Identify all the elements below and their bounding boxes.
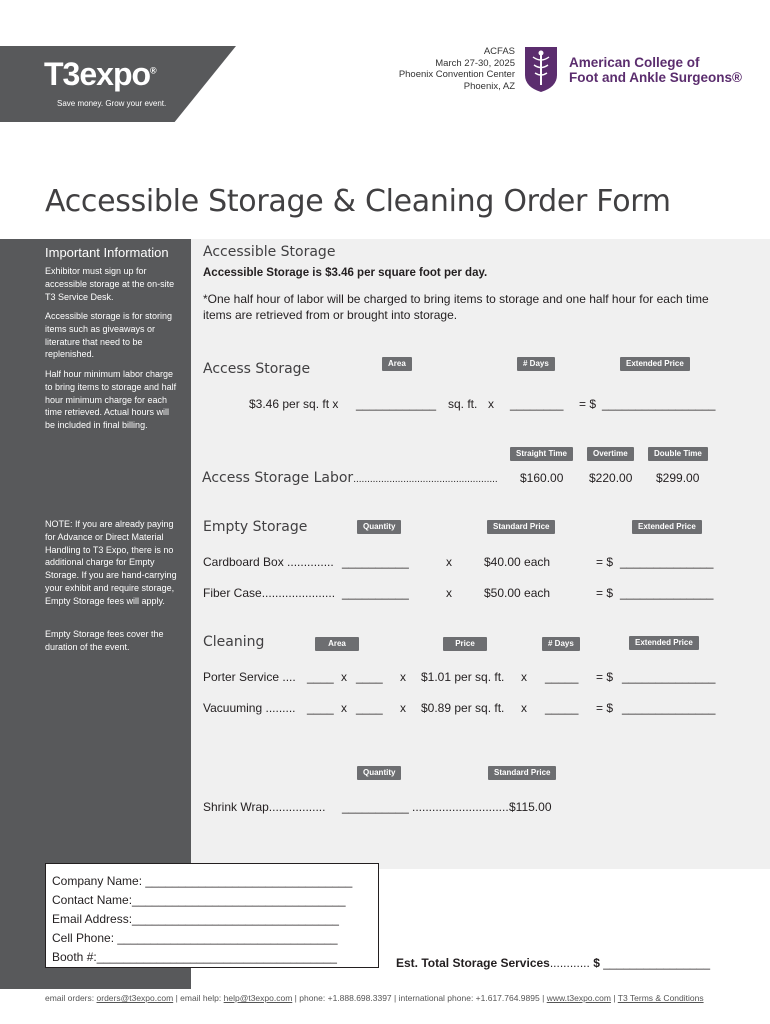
- section-heading-access-storage: Access Storage: [203, 361, 311, 377]
- separator: |: [175, 993, 178, 1003]
- column-header: Double Time: [648, 447, 708, 461]
- column-header: Quantity: [357, 766, 401, 780]
- currency-sign: $: [593, 956, 600, 970]
- column-header: # Days: [517, 357, 555, 371]
- sidebar-paragraph: Half hour minimum labor charge to bring items to storage and half hour minimum charge for each time retrieved. Actual hours will be included in final billing.: [45, 369, 177, 431]
- width-input[interactable]: ____: [356, 670, 383, 684]
- sidebar-note: Empty Storage fees cover the duration of the event.: [45, 629, 164, 652]
- event-line: March 27-30, 2025: [435, 57, 515, 69]
- days-input[interactable]: ________: [510, 397, 564, 411]
- booth-field[interactable]: Booth #:____________________________________: [52, 950, 337, 964]
- leader-dots: .............................: [412, 800, 509, 814]
- event-line: Phoenix, AZ: [463, 80, 515, 92]
- sidebar-paragraph: Accessible storage is for storing items such as giveaways or literature that need to be replenished.: [45, 311, 173, 360]
- equals-sign: = $: [596, 555, 614, 569]
- days-input[interactable]: _____: [545, 670, 579, 684]
- acfas-name-line: American College of: [569, 55, 700, 70]
- orders-email-link[interactable]: orders@t3expo.com: [96, 993, 174, 1003]
- t3expo-logo[interactable]: T3expo®: [44, 56, 156, 92]
- area-input[interactable]: ____________: [356, 397, 437, 411]
- separator: |: [542, 993, 545, 1003]
- times-sign: x: [400, 701, 406, 715]
- labor-label: Access Storage Labor: [202, 470, 354, 486]
- extended-price-input[interactable]: ______________: [620, 555, 714, 569]
- extended-price-input[interactable]: ______________: [620, 586, 714, 600]
- sidebar-paragraph: Exhibitor must sign up for accessible storage at the on-site T3 Service Desk.: [45, 266, 175, 302]
- cleaning-item-label: Vacuuming .........: [203, 701, 296, 715]
- leader-dots: ....................................................: [353, 474, 498, 485]
- equals-sign: = $: [596, 670, 614, 684]
- event-line: ACFAS: [483, 46, 515, 57]
- footer: [45, 993, 704, 1003]
- days-input[interactable]: _____: [545, 701, 579, 715]
- event-info: [380, 46, 515, 92]
- extended-price-input[interactable]: ______________: [622, 670, 716, 684]
- empty-item-label: Cardboard Box ..............: [203, 555, 334, 569]
- column-header: Quantity: [357, 520, 401, 534]
- total-row: [396, 956, 710, 970]
- empty-item-label: Fiber Case......................: [203, 586, 336, 600]
- quantity-input[interactable]: __________: [342, 586, 409, 600]
- length-input[interactable]: ____: [307, 670, 334, 684]
- cell-phone-field[interactable]: Cell Phone: _________________________________: [52, 931, 338, 945]
- website-link[interactable]: www.t3expo.com: [546, 993, 611, 1003]
- times-sign: x: [521, 670, 527, 684]
- acfas-name-line: Foot and Ankle Surgeons®: [569, 70, 742, 85]
- intl-phone-text: international phone: +1.617.764.9895: [398, 993, 540, 1003]
- footer-text: email orders:: [45, 993, 95, 1003]
- column-header: Standard Price: [487, 520, 555, 534]
- quantity-input[interactable]: __________: [342, 555, 409, 569]
- event-line: Phoenix Convention Center: [398, 69, 515, 80]
- sidebar-heading: Important Information: [45, 245, 169, 260]
- sidebar-note: NOTE: If you are already paying for Advance or Direct Material Handling to T3 Expo, there is no additional charge for Empty Storage. If you are hand-carrying your exhibit and require storage, Empty Storage fees will apply.: [45, 519, 177, 606]
- equals-sign: = $: [596, 701, 614, 715]
- column-header: Area: [315, 637, 359, 651]
- access-rate: $3.46 per sq. ft x: [249, 397, 339, 411]
- column-header: Extended Price: [632, 520, 702, 534]
- unit-label: sq. ft.: [448, 397, 478, 411]
- column-header: # Days: [542, 637, 580, 651]
- equals-sign: = $: [579, 397, 597, 411]
- times-sign: x: [488, 397, 494, 411]
- separator: |: [613, 993, 616, 1003]
- column-header: Extended Price: [629, 636, 699, 650]
- accessible-note: *One half hour of labor will be charged to bring items to storage and one half hour for each time items are retrieved from or brought into storage.: [203, 292, 709, 322]
- extended-price-input[interactable]: ______________: [622, 701, 716, 715]
- standard-price: $40.00 each: [484, 555, 551, 569]
- section-heading-empty-storage: Empty Storage: [203, 519, 308, 535]
- page-title: Accessible Storage & Cleaning Order Form: [45, 184, 671, 219]
- company-name-field[interactable]: Company Name: _______________________________: [52, 874, 353, 888]
- labor-straight-price: $160.00: [520, 471, 564, 485]
- length-input[interactable]: ____: [307, 701, 334, 715]
- help-email-link[interactable]: help@t3expo.com: [223, 993, 293, 1003]
- labor-overtime-price: $220.00: [589, 471, 633, 485]
- extended-price-input[interactable]: _________________: [602, 397, 716, 411]
- times-sign: x: [521, 701, 527, 715]
- column-header: Extended Price: [620, 357, 690, 371]
- column-header: Area: [382, 357, 412, 371]
- shrink-wrap-price: $115.00: [509, 800, 552, 814]
- cleaning-price: $1.01 per sq. ft.: [421, 670, 505, 684]
- labor-row: [202, 469, 498, 487]
- times-sign: x: [341, 670, 347, 684]
- section-heading-accessible: Accessible Storage: [203, 244, 336, 260]
- standard-price: $50.00 each: [484, 586, 551, 600]
- times-sign: x: [446, 586, 452, 600]
- cleaning-item-label: Porter Service ....: [203, 670, 296, 684]
- section-heading-cleaning: Cleaning: [203, 634, 265, 650]
- separator: |: [394, 993, 397, 1003]
- shrink-wrap-label: Shrink Wrap.................: [203, 800, 326, 814]
- email-field[interactable]: Email Address:_______________________________: [52, 912, 339, 926]
- column-header: Straight Time: [510, 447, 573, 461]
- accessible-rate: Accessible Storage is $3.46 per square foot per day.: [203, 267, 488, 279]
- times-sign: x: [341, 701, 347, 715]
- contact-name-field[interactable]: Contact Name:________________________________: [52, 893, 346, 907]
- column-header: Standard Price: [488, 766, 556, 780]
- tagline: Save money. Grow your event.: [57, 99, 167, 108]
- contact-box: [45, 863, 379, 968]
- leader-dots: ............: [549, 956, 590, 970]
- times-sign: x: [446, 555, 452, 569]
- width-input[interactable]: ____: [356, 701, 383, 715]
- quantity-input[interactable]: __________: [342, 800, 409, 814]
- column-header: Price: [443, 637, 487, 651]
- cleaning-price: $0.89 per sq. ft.: [421, 701, 505, 715]
- total-input[interactable]: ________________: [603, 956, 711, 970]
- phone-text: phone: +1.888.698.3397: [299, 993, 392, 1003]
- terms-link[interactable]: T3 Terms & Conditions: [617, 993, 704, 1003]
- times-sign: x: [400, 670, 406, 684]
- acfas-name: [569, 55, 742, 85]
- equals-sign: = $: [596, 586, 614, 600]
- main-panel: [191, 239, 770, 869]
- footer-text: email help:: [180, 993, 222, 1003]
- acfas-seal-icon: [523, 45, 559, 93]
- total-label: Est. Total Storage Services: [396, 956, 550, 970]
- separator: |: [294, 993, 297, 1003]
- labor-double-price: $299.00: [656, 471, 700, 485]
- column-header: Overtime: [587, 447, 634, 461]
